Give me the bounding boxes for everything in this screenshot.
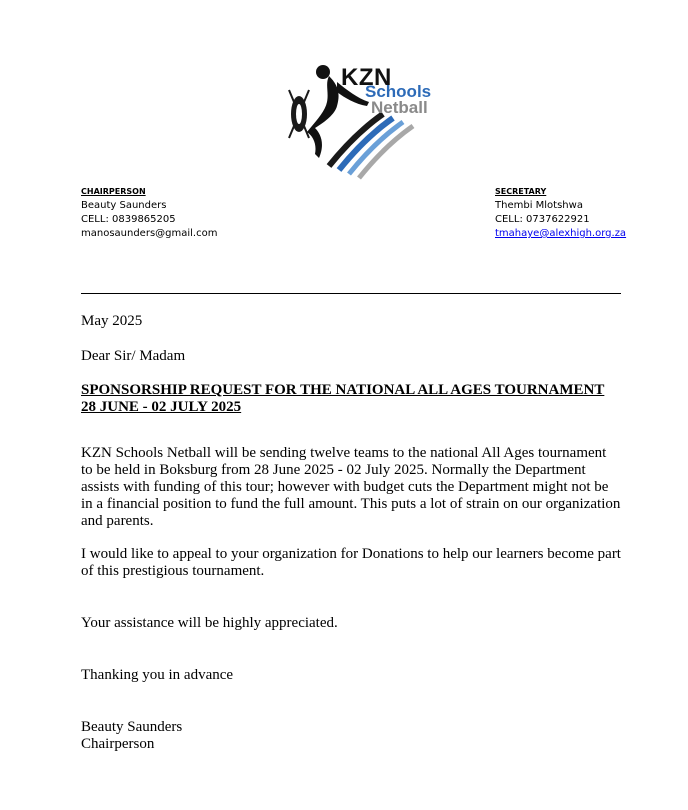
- letter-paragraph-1: [81, 445, 626, 530]
- logo-netball-text: Netball: [371, 98, 428, 117]
- chairperson-email: manosaunders@gmail.com: [81, 228, 218, 239]
- chairperson-cell: CELL: 0839865205: [81, 214, 176, 225]
- paragraph-1-line: assists with funding of this tour; however with budget cuts the Department might not be: [81, 479, 609, 495]
- signature-name: Beauty Saunders: [81, 719, 183, 735]
- letter-date: May 2025: [81, 313, 143, 329]
- letter-salutation: Dear Sir/ Madam: [81, 348, 186, 364]
- paragraph-1-line: in a financial position to fund the full amount. This puts a lot of strain on our organization: [81, 496, 621, 512]
- logo-schools-text: Schools: [365, 82, 432, 101]
- letter-signature: [81, 719, 626, 753]
- signature-title: Chairperson: [81, 736, 155, 752]
- chairperson-name: Beauty Saunders: [81, 200, 167, 211]
- letter-closing-appreciation: Your assistance will be highly appreciated.: [81, 615, 338, 631]
- secretary-contact-block: [495, 186, 626, 241]
- chairperson-contact-block: [81, 186, 217, 241]
- subject-line-1: SPONSORSHIP REQUEST FOR THE NATIONAL ALL AGES TOURNAMENT: [81, 382, 605, 398]
- secretary-cell: CELL: 0737622921: [495, 214, 590, 225]
- header-divider: [81, 293, 621, 294]
- paragraph-1-line: KZN Schools Netball will be sending twelve teams to the national All Ages tournament: [81, 445, 607, 461]
- kzn-schools-netball-logo: [285, 62, 437, 180]
- secretary-role-label: SECRETARY: [495, 187, 547, 196]
- letter-subject: [81, 382, 626, 416]
- paragraph-2-line: I would like to appeal to your organization for Donations to help our learners become part: [81, 546, 621, 562]
- secretary-name: Thembi Mlotshwa: [495, 200, 583, 211]
- paragraph-1-line: and parents.: [81, 513, 154, 529]
- letter-paragraph-2: [81, 546, 626, 580]
- logo-kzn-text: KZN: [341, 64, 392, 91]
- paragraph-2-line: of this prestigious tournament.: [81, 563, 265, 579]
- letter-closing-thanks: Thanking you in advance: [81, 667, 234, 683]
- secretary-email-link[interactable]: tmahaye@alexhigh.org.za: [495, 228, 627, 239]
- paragraph-1-line: to be held in Boksburg from 28 June 2025 - 02 July 2025. Normally the Department: [81, 462, 586, 478]
- chairperson-role-label: CHAIRPERSON: [81, 187, 146, 196]
- subject-line-2: 28 JUNE - 02 JULY 2025: [81, 399, 242, 415]
